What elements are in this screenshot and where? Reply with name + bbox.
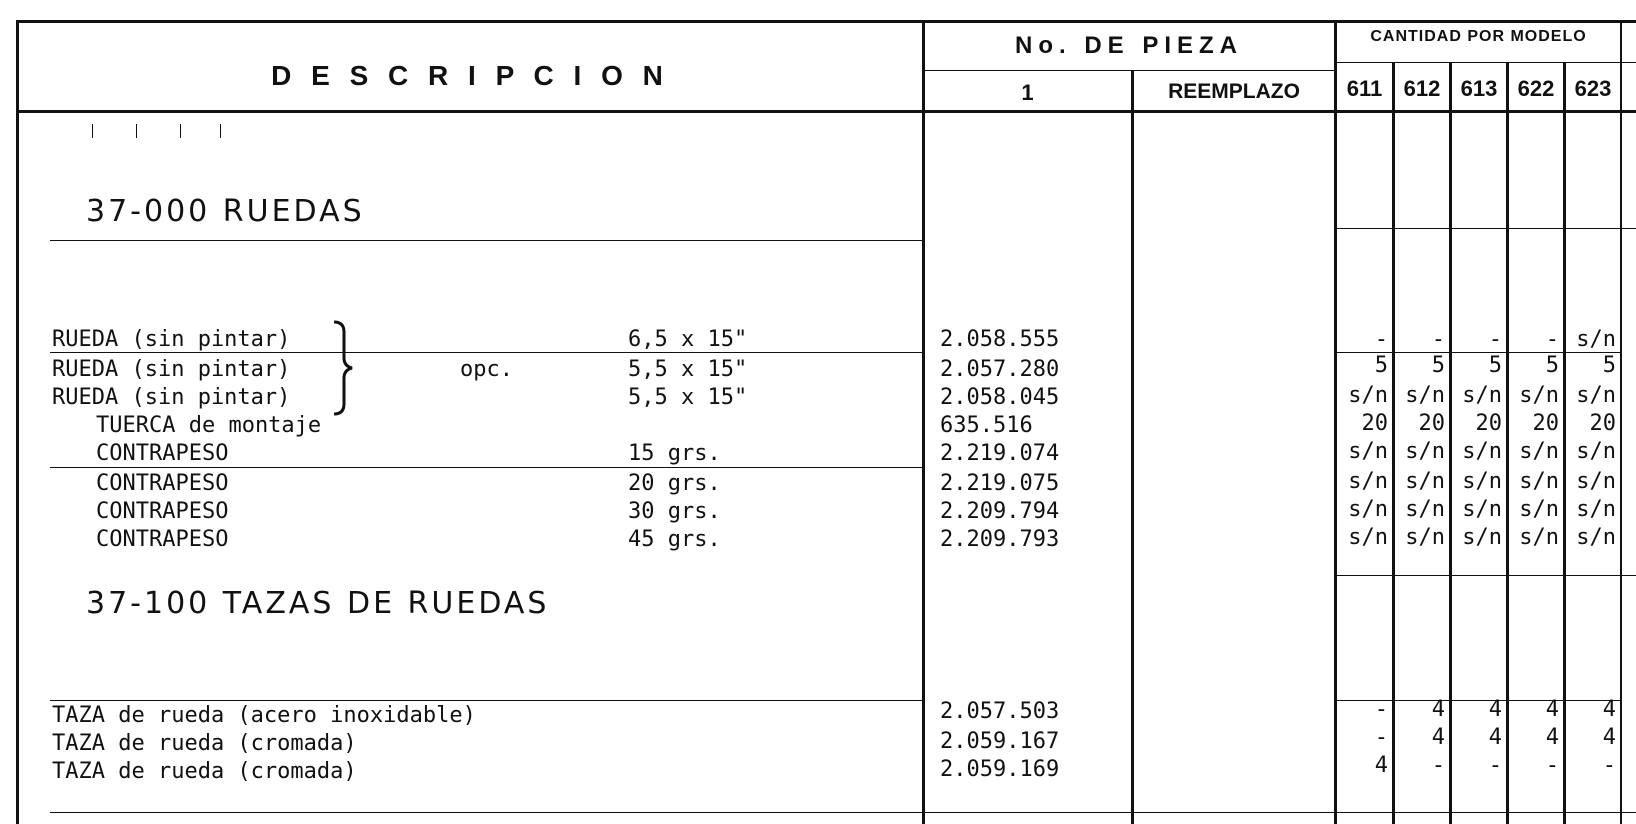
row-part-number: 2.057.503	[940, 699, 1060, 724]
quantity-cell: s/n	[1348, 469, 1388, 494]
row-rule	[50, 352, 924, 353]
section-rule-right	[1336, 575, 1636, 576]
quantity-cell: -	[1488, 753, 1502, 778]
row-part-number: 635.516	[940, 413, 1033, 438]
quantity-cell: 20	[1418, 411, 1445, 436]
row-size: 20 grs.	[628, 471, 721, 496]
quantity-cell: s/n	[1576, 525, 1616, 550]
quantity-cell: s/n	[1348, 525, 1388, 550]
row-desc: CONTRAPESO	[96, 527, 229, 552]
row-part-number: 2.219.074	[940, 441, 1060, 466]
quantity-cell: s/n	[1519, 439, 1559, 464]
quantity-cell: s/n	[1462, 525, 1502, 550]
quantity-cell: -	[1431, 327, 1445, 352]
section-rule	[50, 240, 924, 241]
row-size: 15 grs.	[628, 441, 721, 466]
quantity-cell: s/n	[1348, 497, 1388, 522]
quantity-cell: 20	[1361, 411, 1388, 436]
quantity-cell: s/n	[1519, 497, 1559, 522]
row-rule	[50, 467, 924, 468]
tick-mark	[220, 124, 221, 138]
quantity-cell: -	[1374, 725, 1388, 750]
tick-mark	[180, 124, 181, 138]
pieza-subheader-rule	[924, 70, 1336, 71]
quantity-cell: s/n	[1405, 525, 1445, 550]
quantity-cell: -	[1545, 327, 1559, 352]
row-part-number: 2.057.280	[940, 357, 1060, 382]
quantity-cell: s/n	[1576, 327, 1616, 352]
header-model-611: 611	[1346, 76, 1383, 101]
quantity-cell: 20	[1589, 411, 1616, 436]
quantity-cell: -	[1431, 753, 1445, 778]
quantity-cell: 5	[1545, 353, 1559, 378]
row-part-number: 2.219.075	[940, 471, 1060, 496]
brace-icon	[330, 320, 354, 416]
tick-mark	[136, 124, 137, 138]
quantity-cell: s/n	[1405, 439, 1445, 464]
quantity-cell: s/n	[1462, 383, 1502, 408]
header-model-623: 623	[1574, 76, 1612, 101]
quantity-cell: s/n	[1576, 469, 1616, 494]
quantity-cell: 4	[1545, 697, 1559, 722]
tick-mark	[92, 124, 93, 138]
header-reemplazo: REEMPLAZO	[1168, 80, 1300, 103]
row-desc: RUEDA (sin pintar)	[52, 357, 291, 382]
frame-top	[16, 20, 1636, 23]
quantity-cell: 4	[1488, 725, 1502, 750]
row-part-number: 2.059.167	[940, 729, 1060, 754]
row-part-number: 2.209.794	[940, 499, 1060, 524]
header-no-pieza: No. DE PIEZA	[1014, 32, 1243, 59]
row-desc: RUEDA (sin pintar)	[52, 385, 291, 410]
quantity-cell: -	[1374, 327, 1388, 352]
header-model-612: 612	[1403, 76, 1441, 101]
quantity-cell: s/n	[1462, 439, 1502, 464]
quantity-cell: 4	[1374, 753, 1388, 778]
header-descripcion: D E S C R I P C I O N	[271, 60, 669, 91]
row-desc: TAZA de rueda (acero inoxidable)	[52, 703, 476, 728]
row-desc: TAZA de rueda (cromada)	[52, 731, 357, 756]
row-desc: TAZA de rueda (cromada)	[52, 759, 357, 784]
row-size: 6,5 x 15"	[628, 327, 748, 352]
col-divider-pieza	[922, 20, 925, 824]
quantity-cell: s/n	[1462, 469, 1502, 494]
quantity-cell: 4	[1602, 725, 1616, 750]
row-desc: CONTRAPESO	[96, 471, 229, 496]
quantity-cell: 4	[1431, 697, 1445, 722]
quantity-cell: 4	[1488, 697, 1502, 722]
header-model-622: 622	[1517, 76, 1555, 101]
quantity-cell: 4	[1545, 725, 1559, 750]
quantity-cell: s/n	[1462, 497, 1502, 522]
quantity-cell: -	[1488, 327, 1502, 352]
row-size: 30 grs.	[628, 499, 721, 524]
quantity-cell: s/n	[1519, 383, 1559, 408]
quantity-cell: s/n	[1405, 469, 1445, 494]
row-part-number: 2.058.045	[940, 385, 1060, 410]
quantity-cell: -	[1545, 753, 1559, 778]
row-size: 45 grs.	[628, 527, 721, 552]
header-cantidad-por-modelo: CANTIDAD POR MODELO	[1370, 28, 1587, 45]
row-size: 5,5 x 15"	[628, 357, 748, 382]
row-desc: CONTRAPESO	[96, 499, 229, 524]
quantity-cell: 5	[1374, 353, 1388, 378]
section-rule-right	[1336, 228, 1636, 229]
section-bottom-rule	[50, 812, 1636, 813]
row-desc: CONTRAPESO	[96, 441, 229, 466]
header-model-613: 613	[1460, 76, 1498, 101]
row-desc: TUERCA de montaje	[96, 413, 322, 438]
quantity-cell: -	[1374, 697, 1388, 722]
header-col-1: 1	[1021, 80, 1034, 105]
section-title-tazas: 37-100 TAZAS DE RUEDAS	[86, 586, 550, 621]
col-divider-end	[1620, 20, 1622, 824]
quantity-cell: s/n	[1348, 439, 1388, 464]
quantity-cell: s/n	[1576, 497, 1616, 522]
frame-left	[16, 20, 19, 824]
row-part-number: 2.059.169	[940, 757, 1060, 782]
row-option: opc.	[460, 357, 513, 382]
cantidad-subheader-rule	[1336, 62, 1636, 63]
quantity-cell: s/n	[1405, 383, 1445, 408]
quantity-cell: 5	[1488, 353, 1502, 378]
row-part-number: 2.058.555	[940, 327, 1060, 352]
quantity-cell: s/n	[1348, 383, 1388, 408]
quantity-cell: s/n	[1576, 439, 1616, 464]
quantity-cell: s/n	[1576, 383, 1616, 408]
section-title-ruedas: 37-000 RUEDAS	[86, 194, 365, 229]
quantity-cell: 4	[1602, 697, 1616, 722]
quantity-cell: 4	[1431, 725, 1445, 750]
quantity-cell: s/n	[1519, 469, 1559, 494]
quantity-cell: 5	[1431, 353, 1445, 378]
row-rule	[50, 700, 924, 701]
row-desc: RUEDA (sin pintar)	[52, 327, 291, 352]
col-divider-reemplazo	[1131, 70, 1134, 824]
row-part-number: 2.209.793	[940, 527, 1060, 552]
quantity-cell: s/n	[1405, 497, 1445, 522]
quantity-cell: 20	[1475, 411, 1502, 436]
quantity-cell: -	[1602, 753, 1616, 778]
quantity-cell: 5	[1602, 353, 1616, 378]
quantity-cell: s/n	[1519, 525, 1559, 550]
row-size: 5,5 x 15"	[628, 385, 748, 410]
quantity-cell: 20	[1532, 411, 1559, 436]
